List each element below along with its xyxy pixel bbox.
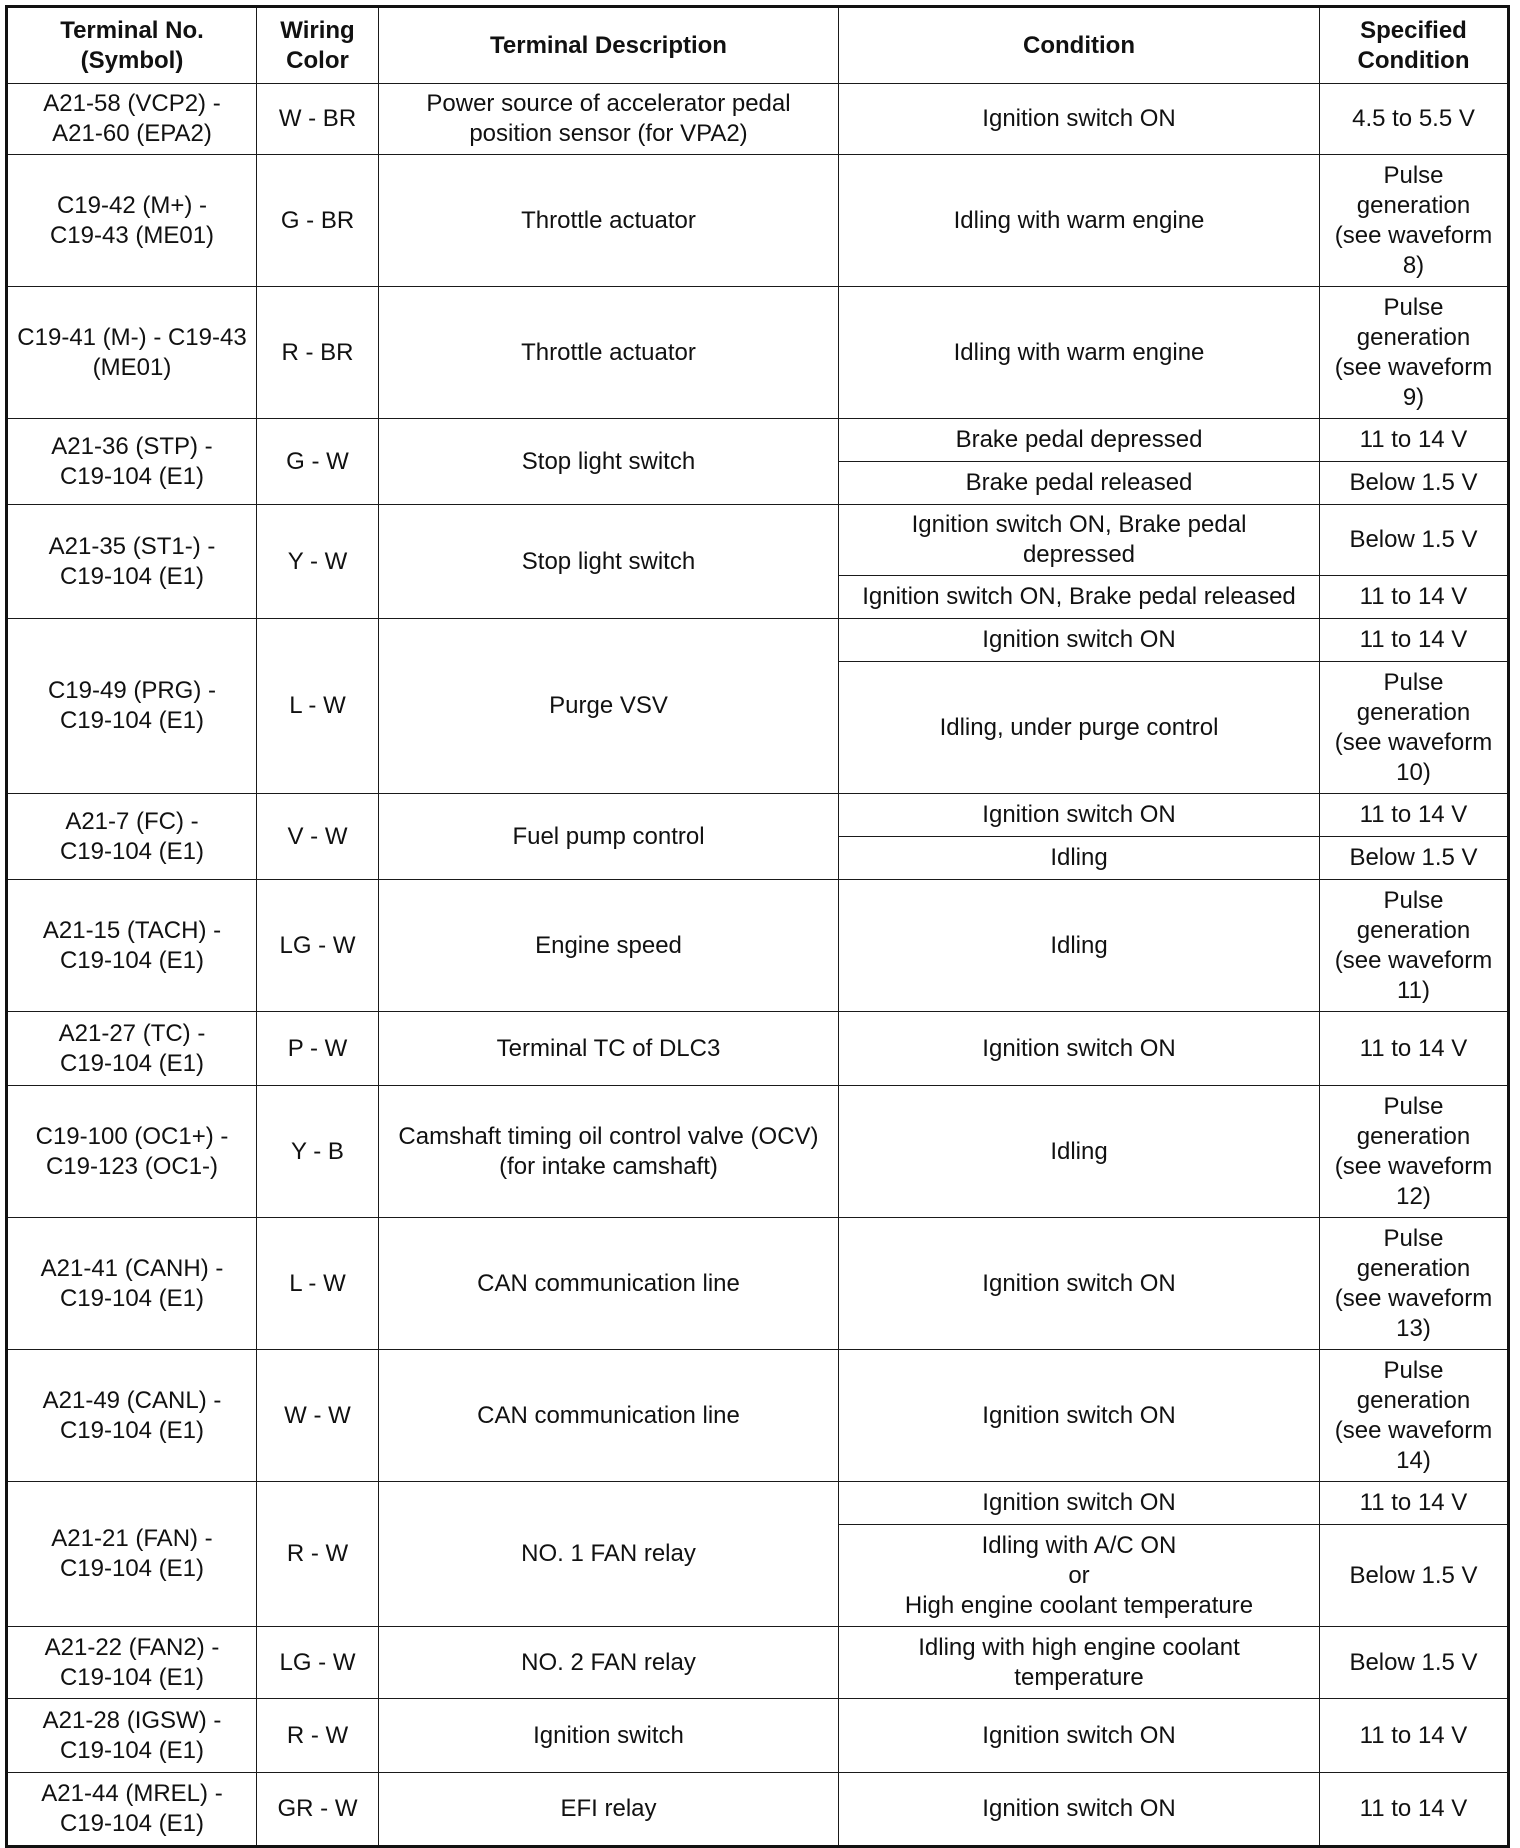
condition-cell: Idling [839,880,1320,1012]
wiring-cell: L - W [257,1218,379,1350]
table-row [7,1086,1509,1218]
condition-cell: Ignition switch ON [839,1350,1320,1482]
specified-cell: Below 1.5 V [1320,1627,1509,1699]
wiring-cell: R - W [257,1482,379,1627]
description-cell: Fuel pump control [379,794,839,880]
description-cell: Throttle actuator [379,287,839,419]
specified-cell: 4.5 to 5.5 V [1320,84,1509,155]
table-row [7,505,1509,576]
condition-cell: Ignition switch ON [839,84,1320,155]
condition-cell: Idling, under purge control [839,662,1320,794]
table-row [7,419,1509,462]
table-row [7,794,1509,837]
header-condition: Condition [839,7,1320,84]
specified-cell: Pulse generation (see waveform 8) [1320,155,1509,287]
condition-cell: Idling with A/C ON or High engine coolant temperature [839,1525,1320,1627]
specified-cell: 11 to 14 V [1320,1012,1509,1086]
condition-cell: Ignition switch ON [839,619,1320,662]
specified-cell: Pulse generation (see waveform 10) [1320,662,1509,794]
wiring-cell: R - W [257,1699,379,1773]
condition-cell: Idling [839,837,1320,880]
condition-cell: Ignition switch ON [839,1218,1320,1350]
description-cell: Stop light switch [379,505,839,619]
wiring-cell: R - BR [257,287,379,419]
terminal-cell: A21-15 (TACH) - C19-104 (E1) [7,880,257,1012]
header-wiring-color: Wiring Color [257,7,379,84]
description-cell: CAN communication line [379,1218,839,1350]
description-cell: Ignition switch [379,1699,839,1773]
header-row [7,7,1509,84]
table-row [7,84,1509,155]
terminal-cell: A21-49 (CANL) - C19-104 (E1) [7,1350,257,1482]
terminal-cell: A21-41 (CANH) - C19-104 (E1) [7,1218,257,1350]
specified-cell: Pulse generation (see waveform 13) [1320,1218,1509,1350]
terminal-cell: C19-41 (M-) - C19-43 (ME01) [7,287,257,419]
description-cell: NO. 1 FAN relay [379,1482,839,1627]
table-row [7,1482,1509,1525]
condition-cell: Ignition switch ON [839,1699,1320,1773]
wiring-cell: V - W [257,794,379,880]
condition-cell: Idling with high engine coolant temperature [839,1627,1320,1699]
table-row [7,1627,1509,1699]
condition-cell: Ignition switch ON [839,1773,1320,1847]
condition-cell: Ignition switch ON [839,794,1320,837]
specified-cell: 11 to 14 V [1320,1773,1509,1847]
specified-cell: 11 to 14 V [1320,419,1509,462]
specified-cell: 11 to 14 V [1320,1482,1509,1525]
condition-cell: Ignition switch ON, Brake pedal released [839,576,1320,619]
terminal-cell: A21-44 (MREL) - C19-104 (E1) [7,1773,257,1847]
table-row [7,619,1509,662]
table-body [7,84,1509,1847]
description-cell: Terminal TC of DLC3 [379,1012,839,1086]
description-cell: Engine speed [379,880,839,1012]
wiring-cell: G - W [257,419,379,505]
header-terminal-description: Terminal Description [379,7,839,84]
specified-cell: Pulse generation (see waveform 9) [1320,287,1509,419]
wiring-cell: LG - W [257,880,379,1012]
specified-cell: Pulse generation (see waveform 12) [1320,1086,1509,1218]
description-cell: Camshaft timing oil control valve (OCV) (for intake camshaft) [379,1086,839,1218]
terminal-spec-table [5,5,1510,1848]
description-cell: NO. 2 FAN relay [379,1627,839,1699]
specified-cell: 11 to 14 V [1320,576,1509,619]
specified-cell: 11 to 14 V [1320,619,1509,662]
wiring-cell: L - W [257,619,379,794]
terminal-cell: A21-7 (FC) - C19-104 (E1) [7,794,257,880]
condition-cell: Brake pedal released [839,462,1320,505]
wiring-cell: Y - W [257,505,379,619]
description-cell: Throttle actuator [379,155,839,287]
wiring-cell: P - W [257,1012,379,1086]
condition-cell: Idling [839,1086,1320,1218]
specified-cell: 11 to 14 V [1320,1699,1509,1773]
condition-cell: Ignition switch ON [839,1012,1320,1086]
terminal-cell: C19-49 (PRG) - C19-104 (E1) [7,619,257,794]
header-specified-condition: Specified Condition [1320,7,1509,84]
description-cell: Power source of accelerator pedal position sensor (for VPA2) [379,84,839,155]
table-row [7,880,1509,1012]
terminal-cell: A21-36 (STP) - C19-104 (E1) [7,419,257,505]
table-row [7,1350,1509,1482]
description-cell: EFI relay [379,1773,839,1847]
wiring-cell: W - BR [257,84,379,155]
wiring-cell: Y - B [257,1086,379,1218]
condition-cell: Idling with warm engine [839,287,1320,419]
specified-cell: 11 to 14 V [1320,794,1509,837]
terminal-cell: A21-27 (TC) - C19-104 (E1) [7,1012,257,1086]
terminal-cell: A21-58 (VCP2) - A21-60 (EPA2) [7,84,257,155]
table-row [7,1699,1509,1773]
specified-cell: Pulse generation (see waveform 14) [1320,1350,1509,1482]
description-cell: Purge VSV [379,619,839,794]
condition-cell: Idling with warm engine [839,155,1320,287]
header-terminal: Terminal No. (Symbol) [7,7,257,84]
condition-cell: Brake pedal depressed [839,419,1320,462]
terminal-cell: A21-28 (IGSW) - C19-104 (E1) [7,1699,257,1773]
terminal-cell: A21-21 (FAN) - C19-104 (E1) [7,1482,257,1627]
specified-cell: Below 1.5 V [1320,1525,1509,1627]
condition-cell: Ignition switch ON [839,1482,1320,1525]
table-header [7,7,1509,84]
table-row [7,287,1509,419]
terminal-cell: A21-22 (FAN2) - C19-104 (E1) [7,1627,257,1699]
table-row [7,1218,1509,1350]
table-row [7,1773,1509,1847]
description-cell: Stop light switch [379,419,839,505]
terminal-cell: C19-100 (OC1+) - C19-123 (OC1-) [7,1086,257,1218]
wiring-cell: G - BR [257,155,379,287]
wiring-cell: LG - W [257,1627,379,1699]
table-row [7,155,1509,287]
condition-cell: Ignition switch ON, Brake pedal depressed [839,505,1320,576]
terminal-cell: A21-35 (ST1-) - C19-104 (E1) [7,505,257,619]
table-row [7,1012,1509,1086]
terminal-cell: C19-42 (M+) - C19-43 (ME01) [7,155,257,287]
specified-cell: Pulse generation (see waveform 11) [1320,880,1509,1012]
wiring-cell: GR - W [257,1773,379,1847]
specified-cell: Below 1.5 V [1320,505,1509,576]
description-cell: CAN communication line [379,1350,839,1482]
wiring-cell: W - W [257,1350,379,1482]
specified-cell: Below 1.5 V [1320,837,1509,880]
specified-cell: Below 1.5 V [1320,462,1509,505]
